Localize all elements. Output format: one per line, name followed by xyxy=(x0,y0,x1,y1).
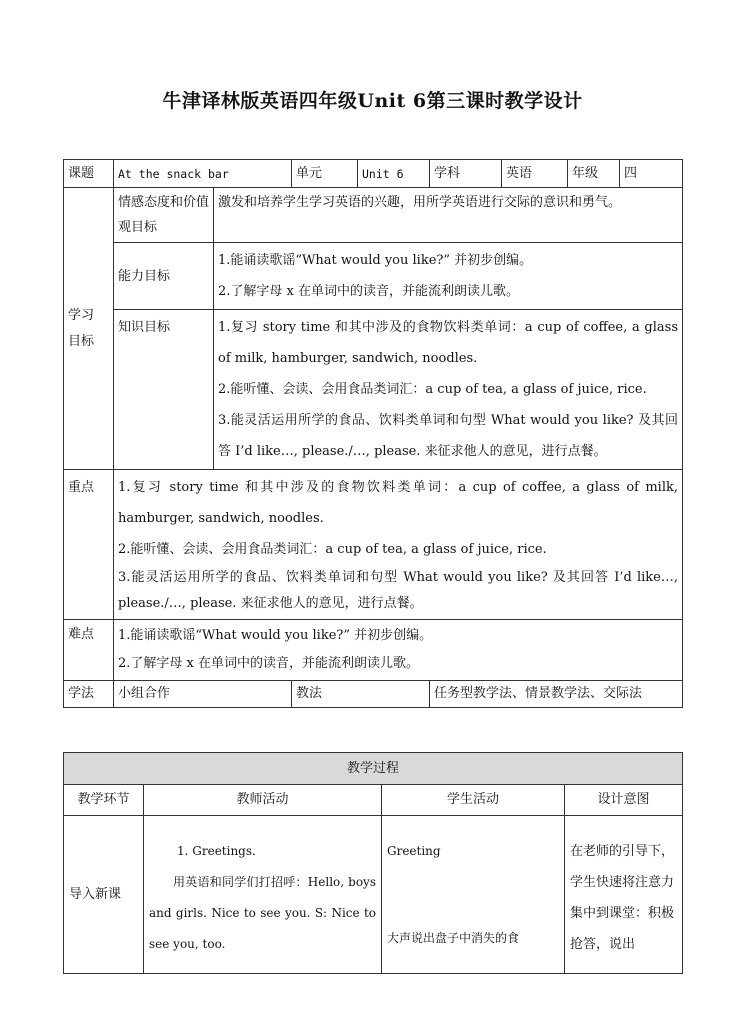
emotion-label: 情感态度和价值观目标 xyxy=(114,188,214,243)
process-header: 教学过程 xyxy=(64,753,683,785)
row1-student-line-2: 大声说出盘子中消失的食 xyxy=(387,931,520,945)
difficulties-text xyxy=(114,620,683,681)
subject-label: 学科 xyxy=(430,160,502,188)
objectives-label-line2: 目标 xyxy=(68,333,95,349)
ability-line-2: 2.了解字母 x 在单词中的读音，并能流利朗读儿歌。 xyxy=(218,284,519,299)
row1-intent: 在老师的引导下，学生快速将注意力集中到课堂：积极抢答，说出 xyxy=(565,816,683,974)
teach-method-value: 任务型教学法、情景教学法、交际法 xyxy=(430,681,683,708)
grade-label: 年级 xyxy=(568,160,620,188)
col-teacher: 教师活动 xyxy=(144,785,382,816)
difficulty-line-1: 1.能诵读歌谣“What would you like?” 并初步创编。 xyxy=(118,628,433,643)
emotion-text: 激发和培养学生学习英语的兴趣，用所学英语进行交际的意识和勇气。 xyxy=(214,188,683,243)
grade-value: 四 xyxy=(620,160,683,188)
ability-text xyxy=(214,243,683,310)
teach-method-label: 教法 xyxy=(292,681,430,708)
row1-student xyxy=(382,816,565,974)
row1-student-line-1: Greeting xyxy=(387,844,441,858)
subject-value: 英语 xyxy=(502,160,568,188)
ability-row xyxy=(64,243,683,310)
process-row-intro xyxy=(64,816,683,974)
process-columns-row xyxy=(64,785,683,816)
ability-line-1: 1.能诵读歌谣“What would you like?” 并初步创编。 xyxy=(218,253,533,268)
info-row xyxy=(64,160,683,188)
key-point-line-2: 2.能听懂、会读、会用食品类词汇：a cup of tea, a glass of juice, rice. xyxy=(118,542,547,557)
page-title: 牛津译林版英语四年级Unit 6第三课时教学设计 xyxy=(162,90,583,112)
methods-row xyxy=(64,681,683,708)
topic-label: 课题 xyxy=(64,160,114,188)
key-point-line-3: 3.能灵活运用所学的食品、饮料类单词和句型 What would you like? 及其回答 I’d like…, please./…, please. 来征求他人的意见，进行点餐。 xyxy=(118,570,678,611)
process-header-row xyxy=(64,753,683,785)
col-stage: 教学环节 xyxy=(64,785,144,816)
ability-label: 能力目标 xyxy=(114,243,214,310)
lesson-info-table xyxy=(63,159,683,708)
row1-stage: 导入新课 xyxy=(64,816,144,974)
knowledge-text xyxy=(214,310,683,470)
difficulty-line-2: 2.了解字母 x 在单词中的读音，并能流利朗读儿歌。 xyxy=(118,656,419,671)
key-point-line-1: 1.复习 story time 和其中涉及的食物饮料类单词：a cup of coffee, a glass of milk, hamburger, sandwich, noodles. xyxy=(118,480,678,526)
row1-teacher-line-2: 用英语和同学们打招呼：Hello, boys and girls. Nice to see you. S: Nice to see you, too. xyxy=(149,875,376,951)
process-table xyxy=(63,752,683,974)
difficulties-row xyxy=(64,620,683,681)
study-method-value: 小组合作 xyxy=(114,681,292,708)
knowledge-line-3: 3.能灵活运用所学的食品、饮料类单词和句型 What would you like? 及其回答 I’d like…, please./…, please. 来征求他人的意见，进行点餐。 xyxy=(218,413,678,459)
emotion-row xyxy=(64,188,683,243)
key-points-label: 重点 xyxy=(64,470,114,620)
knowledge-line-2: 2.能听懂、会读、会用食品类词汇：a cup of tea, a glass of juice, rice. xyxy=(218,382,647,397)
unit-label: 单元 xyxy=(292,160,358,188)
col-student: 学生活动 xyxy=(382,785,565,816)
topic-value: At the snack bar xyxy=(114,160,292,188)
knowledge-row xyxy=(64,310,683,470)
objectives-label-line1: 学习 xyxy=(68,307,95,323)
study-method-label: 学法 xyxy=(64,681,114,708)
knowledge-line-1: 1.复习 story time 和其中涉及的食物饮料类单词：a cup of coffee, a glass of milk, hamburger, sandwich, noodles. xyxy=(218,320,678,366)
row1-teacher-line-1: 1. Greetings. xyxy=(177,844,256,858)
col-intent: 设计意图 xyxy=(565,785,683,816)
unit-value: Unit 6 xyxy=(358,160,430,188)
objectives-label xyxy=(64,188,114,470)
difficulties-label: 难点 xyxy=(64,620,114,681)
key-points-text xyxy=(114,470,683,620)
row1-teacher xyxy=(144,816,382,974)
key-points-row xyxy=(64,470,683,620)
knowledge-label: 知识目标 xyxy=(114,310,214,470)
